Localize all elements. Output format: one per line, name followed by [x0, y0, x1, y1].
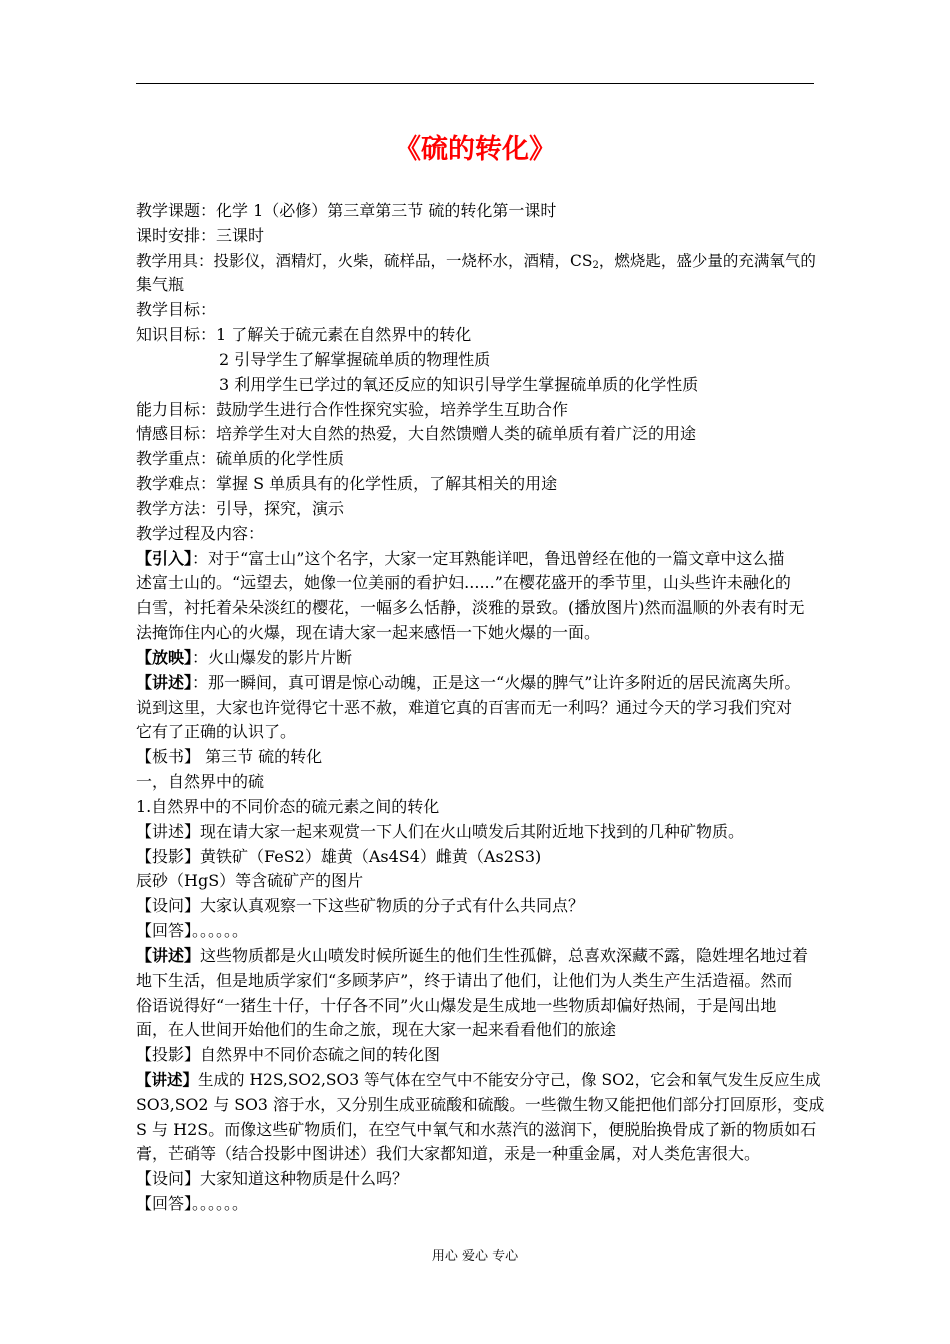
text-line: S 与 H2S。而像这些矿物质们，在空气中氧气和水蒸汽的滋润下，便脱胎换骨成了新的物质如石 [136, 1119, 817, 1139]
text-line: 白雪，衬托着朵朵淡红的樱花，一幅多么恬静，淡雅的景致。(播放图片)然而温顺的外表有时无 [136, 598, 805, 618]
text-line: 知识目标：1 了解关于硫元素在自然界中的转化 [136, 325, 472, 345]
text-line [136, 547, 826, 572]
text-line: 【板书】 第三节 硫的转化 [136, 747, 323, 767]
formula-cs2 [570, 252, 599, 270]
text-line: 一，自然界中的硫 [136, 772, 265, 792]
text-line: 俗语说得好“一猪生十仔，十仔各不同”火山爆发是生成地一些物质却偏好热闹，于是闯出地 [136, 995, 777, 1015]
text-line: 【回答】。。。。。。 [136, 921, 249, 941]
text-line: 课时安排：三课时 [136, 225, 265, 245]
text-span: 生成的 H2S,SO2,SO3 等气体在空气中不能安分守己，像 SO2，它会和氧气发生反应生成 [198, 1070, 821, 1089]
text-line: 2 引导学生了解掌握硫单质的物理性质 [219, 349, 491, 369]
text-span: ：对于“富士山”这个名字，大家一定耳熟能详吧，鲁迅曾经在他的一篇文章中这么描 [192, 548, 785, 568]
text-line: 地下生活，但是地质学家们“多顾茅庐”，终于请出了他们，让他们为人类生产生活造福。然而 [136, 970, 793, 990]
text-line: 辰砂（HgS）等含硫矿产的图片 [136, 871, 364, 891]
page-footer: 用心 爱心 专心 [431, 1249, 519, 1264]
text-line: 【投影】自然界中不同价态硫之间的转化图 [136, 1045, 441, 1065]
text-line: 【设问】大家知道这种物质是什么吗？ [136, 1169, 409, 1189]
text-line [136, 944, 826, 969]
text-span: 教学用具：投影仪，酒精灯，火柴，硫样品，一烧杯水，酒精， [136, 251, 571, 270]
text-line: 集气瓶 [136, 275, 185, 295]
text-line: 教学方法：引导，探究，演示 [136, 498, 345, 518]
text-line: 【回答】。。。。。。 [136, 1194, 249, 1214]
text-line [136, 646, 826, 671]
text-line: 【讲述】现在请大家一起来观赏一下人们在火山喷发后其附近地下找到的几种矿物质。 [136, 821, 745, 841]
formula-text: CS [570, 251, 593, 270]
text-line: 教学重点：硫单质的化学性质 [136, 449, 345, 469]
text-line: 教学过程及内容： [136, 523, 265, 543]
text-line [136, 249, 826, 274]
text-line [136, 1068, 826, 1093]
text-line: 能力目标：鼓励学生进行合作性探究实验，培养学生互助合作 [136, 399, 569, 419]
text-line: 情感目标：培养学生对大自然的热爱，大自然馈赠人类的硫单质有着广泛的用途 [136, 424, 697, 444]
section-tag: 【放映】 [136, 647, 193, 667]
text-line: 教学目标： [136, 300, 217, 320]
text-line: 1.自然界中的不同价态的硫元素之间的转化 [136, 796, 440, 816]
text-span: ：火山爆发的影片片断 [192, 647, 353, 667]
text-line: 法掩饰住内心的火爆，现在请大家一起来感悟一下她火爆的一面。 [136, 623, 601, 643]
text-line: 说到这里，大家也许觉得它十恶不赦，难道它真的百害而无一利吗？通过今天的学习我们究对 [136, 697, 793, 717]
text-line: 【设问】大家认真观察一下这些矿物质的分子式有什么共同点？ [136, 896, 585, 916]
formula-subscript: 2 [592, 259, 599, 271]
text-line: SO3,SO2 与 SO3 溶于水，又分别生成亚硫酸和硫酸。一些微生物又能把他们部分打回原形，变成 [136, 1094, 825, 1114]
text-line [136, 671, 826, 696]
text-line: 述富士山的。“远望去，她像一位美丽的看护妇......”在樱花盛开的季节里，山头些许未融化的 [136, 573, 791, 593]
section-tag: 【讲述】 [136, 945, 201, 965]
text-span: ，燃烧匙，盛少量的充满氧气的 [598, 251, 816, 270]
text-line: 教学难点：掌握 S 单质具有的化学性质，了解其相关的用途 [136, 474, 558, 494]
text-line: 教学课题：化学 1（必修）第三章第三节 硫的转化第一课时 [136, 201, 557, 220]
section-tag: 【讲述】 [136, 1069, 199, 1089]
section-tag: 【讲述】 [136, 672, 193, 692]
text-line: 面，在人世间开始他们的生命之旅，现在大家一起来看看他们的旅途 [136, 1020, 617, 1040]
text-line: 【投影】黄铁矿（FeS2）雄黄（As4S4）雌黄（As2S3) [136, 846, 542, 866]
text-line: 它有了正确的认识了。 [136, 722, 297, 742]
text-span: ：那一瞬间，真可谓是惊心动魄，正是这一“火爆的脾气”让许多附近的居民流离失所。 [192, 672, 801, 692]
section-tag: 【引入】 [136, 548, 193, 568]
text-line: 3 利用学生已学过的氧还反应的知识引导学生掌握硫单质的化学性质 [219, 374, 699, 394]
header-rule [136, 83, 814, 84]
text-span: 这些物质都是火山喷发时候所诞生的他们生性孤僻，总喜欢深藏不露，隐姓埋名地过着 [200, 945, 809, 965]
document-body [136, 199, 826, 1217]
text-line: 膏，芒硝等（结合投影中图讲述）我们大家都知道，汞是一种重金属，对人类危害很大。 [136, 1144, 761, 1164]
page-title: 《硫的转化》 [394, 134, 556, 165]
